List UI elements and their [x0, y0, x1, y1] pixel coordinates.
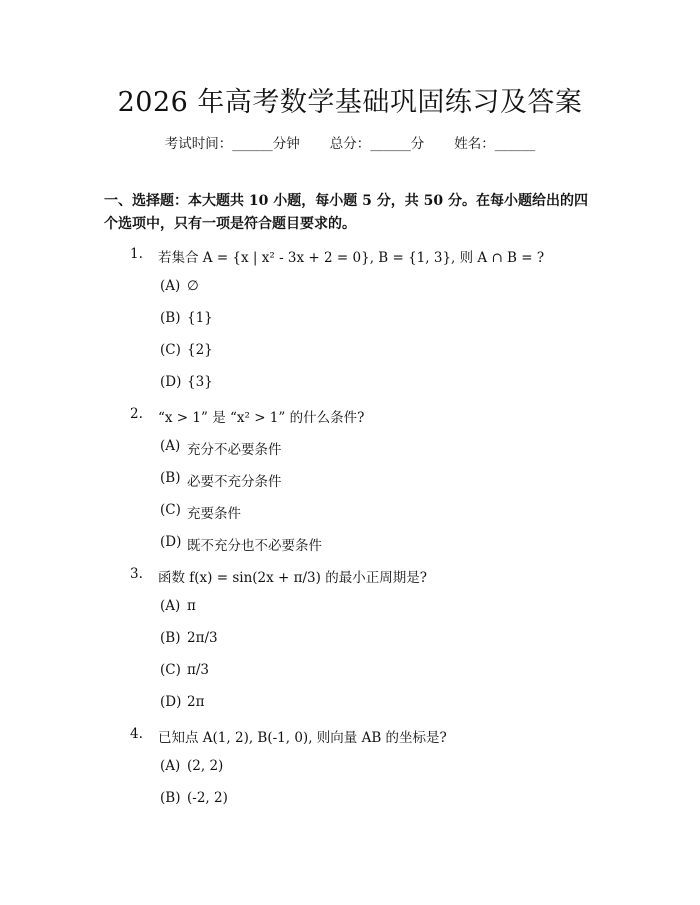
question-number: 4. [130, 726, 143, 742]
question-list [0, 240, 700, 816]
option-text: 充要条件 [187, 506, 241, 522]
answer-option [0, 496, 700, 528]
option-text: 既不充分也不必要条件 [187, 538, 322, 554]
option-label: (B) [160, 470, 181, 486]
answer-option [0, 656, 700, 688]
question-text: 已知点 A(1, 2), B(-1, 0), 则向量 AB 的坐标是? [158, 730, 447, 746]
question-item [0, 560, 700, 592]
question-item [0, 240, 700, 272]
option-text: π/3 [187, 662, 210, 678]
option-text: 2π [187, 694, 205, 710]
answer-option [0, 624, 700, 656]
answer-option [0, 464, 700, 496]
option-text: 2π/3 [187, 630, 218, 646]
option-text: π [187, 598, 196, 614]
option-label: (C) [160, 502, 181, 518]
answer-option [0, 592, 700, 624]
answer-option [0, 432, 700, 464]
option-text: {1} [187, 310, 213, 326]
option-label: (D) [160, 374, 182, 390]
option-text: {2} [187, 342, 213, 358]
option-label: (B) [160, 310, 181, 326]
answer-option [0, 336, 700, 368]
option-label: (A) [160, 278, 181, 294]
option-label: (D) [160, 534, 182, 550]
option-text: ∅ [187, 278, 199, 294]
total-score-field: 总分：______分 [329, 136, 425, 152]
question-text: “x > 1” 是 “x² > 1” 的什么条件? [158, 410, 365, 426]
question-number: 2. [130, 406, 143, 422]
option-text: {3} [187, 374, 213, 390]
option-label: (D) [160, 694, 182, 710]
answer-option [0, 368, 700, 400]
option-label: (A) [160, 758, 181, 774]
question-text: 若集合 A = {x | x² - 3x + 2 = 0}, B = {1, 3}, 则 A ∩ B = ? [158, 250, 545, 266]
option-label: (A) [160, 598, 181, 614]
question-number: 3. [130, 566, 143, 582]
option-label: (A) [160, 438, 181, 454]
question-item [0, 400, 700, 432]
option-text: (2, 2) [187, 758, 224, 774]
answer-option [0, 784, 700, 816]
exam-time-field: 考试时间：______分钟 [164, 136, 300, 152]
question-text: 函数 f(x) = sin(2x + π/3) 的最小正周期是? [158, 570, 427, 586]
option-text: (-2, 2) [187, 790, 228, 806]
option-label: (B) [160, 790, 181, 806]
answer-option [0, 272, 700, 304]
option-label: (C) [160, 342, 181, 358]
exam-info-line [0, 132, 700, 152]
section-heading: 一、选择题：本大题共 10 小题，每小题 5 分，共 50 分。在每小题给出的四个选项中，只有一项是符合题目要求的。 [104, 193, 588, 232]
option-text: 充分不必要条件 [187, 442, 282, 458]
option-text: 必要不充分条件 [187, 474, 282, 490]
answer-option [0, 688, 700, 720]
document-title: 2026 年高考数学基础巩固练习及答案 [117, 87, 583, 118]
question-number: 1. [130, 246, 143, 262]
answer-option [0, 752, 700, 784]
option-label: (B) [160, 630, 181, 646]
option-label: (C) [160, 662, 181, 678]
student-name-field: 姓名：______ [454, 136, 536, 152]
answer-option [0, 304, 700, 336]
answer-option [0, 528, 700, 560]
question-item [0, 720, 700, 752]
